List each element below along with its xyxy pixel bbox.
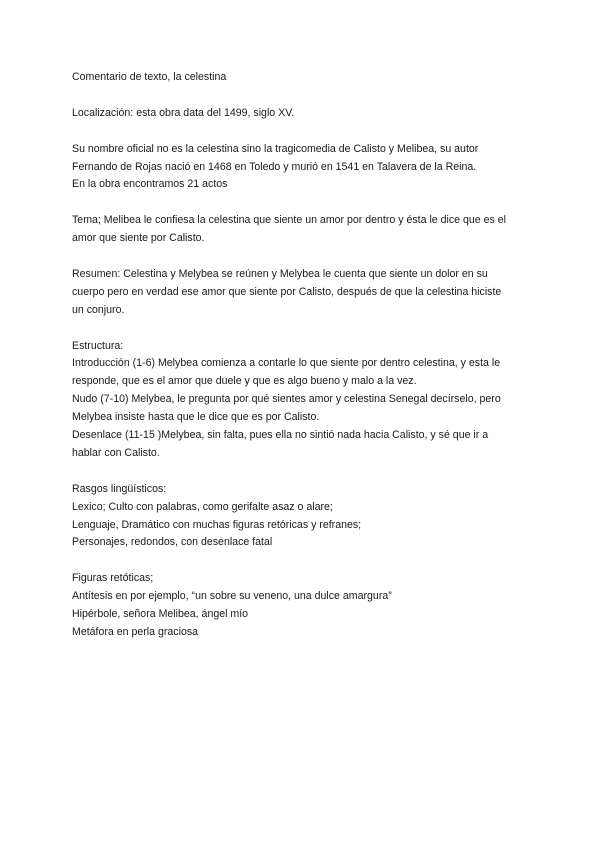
figuras-heading: Figuras retóticas; xyxy=(72,572,154,585)
document-body xyxy=(72,69,542,642)
figuras-line-1: Antítesis en por ejemplo, “un sobre su veneno, una dulce amargura” xyxy=(72,590,392,603)
estructura-line-4: Melybea insiste hasta que le dice que es por Calisto. xyxy=(72,411,320,424)
estructura-line-2: responde, que es el amor que duele y que es algo bueno y malo a la vez. xyxy=(72,375,417,388)
resumen-line-2: cuerpo pero en verdad ese amor que siente por Calisto, después de que la celestina hiciste xyxy=(72,285,502,298)
figuras-line-2: Hipérbole, señora Melibea, ángel mío xyxy=(72,608,249,621)
rasgos-line-1: Lexico; Culto con palabras, como gerifalte asaz o alare; xyxy=(72,500,333,513)
document-title: Comentario de texto, la celestina xyxy=(72,71,227,83)
paragraph-gap xyxy=(72,463,542,481)
paragraph-gap xyxy=(72,248,542,266)
nombre-line-1: Su nombre oficial no es la celestina sino la tragicomedia de Calisto y Melibea, su autor xyxy=(72,142,479,155)
estructura-line-3: Nudo (7-10) Melybea, le pregunta por qué sientes amor y celestina Senegal decírselo, pero xyxy=(72,393,501,406)
paragraph-gap xyxy=(72,87,542,105)
figuras-line-3: Metáfora en perla graciosa xyxy=(72,625,199,638)
resumen-line-1: Resumen: Celestina y Melybea se reúnen y Melybea le cuenta que siente un dolor en su xyxy=(72,267,488,280)
estructura-line-5: Desenlace (11-15 )Melybea, sin falta, pues ella no sintió nada hacia Calisto, y sé que ir a xyxy=(72,429,489,442)
resumen-line-3: un conjuro. xyxy=(72,303,125,316)
paragraph-gap xyxy=(72,194,542,212)
paragraph-gap xyxy=(72,320,542,338)
rasgos-line-3: Personajes, redondos, con desenlace fatal xyxy=(72,536,273,549)
nombre-line-2: Fernando de Rojas nació en 1468 en Toledo y murió en 1541 en Talavera de la Reina. xyxy=(72,160,477,173)
tema-line-1: Tema; Melibea le confiesa la celestina que siente un amor por dentro y ésta le dice que es el xyxy=(72,214,507,227)
rasgos-heading: Rasgos lingüísticos: xyxy=(72,482,167,495)
paragraph-gap xyxy=(72,552,542,570)
tema-line-2: amor que siente por Calisto. xyxy=(72,232,205,245)
estructura-line-1: Introducción (1-6) Melybea comienza a contarle lo que siente por dentro celestina, y esta le xyxy=(72,357,501,370)
rasgos-line-2: Lenguaje, Dramático con muchas figuras retóricas y refranes; xyxy=(72,518,362,531)
paragraph-gap xyxy=(72,123,542,141)
nombre-line-3: En la obra encontramos 21 actos xyxy=(72,178,228,191)
estructura-line-6: hablar con Calisto. xyxy=(72,446,160,459)
localizacion-line: Localización: esta obra data del 1499, siglo XV. xyxy=(72,106,295,119)
estructura-heading: Estructura: xyxy=(72,339,124,352)
